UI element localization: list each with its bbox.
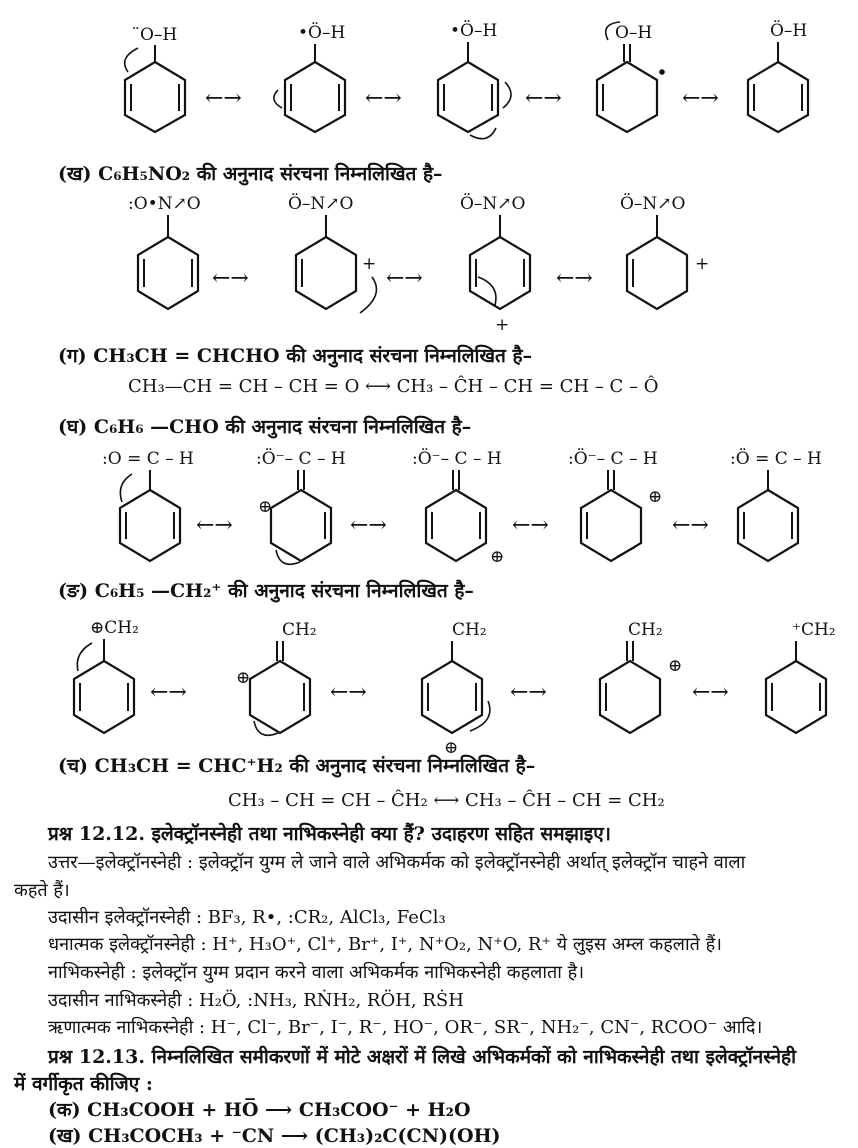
benzyl-label-2: CH₂ bbox=[282, 620, 317, 640]
svg-text:⊕: ⊕ bbox=[668, 656, 683, 676]
resonance-arrow: ←→ bbox=[365, 86, 402, 111]
resonance-arrow: ←→ bbox=[212, 266, 249, 291]
aldehyde-structure-4 bbox=[568, 448, 662, 561]
section-kha-header: (ख) C₆H₅NO₂ की अनुनाद संरचना निम्नलिखित है– bbox=[58, 163, 443, 185]
neutral-electrophiles: उदासीन इलेक्ट्रॉनस्नेही : BF₃, R•, :CR₂, AlCl₃, FeCl₃ bbox=[48, 907, 446, 928]
phenol-structure-2 bbox=[274, 22, 345, 132]
answer-12-12-line1: उत्तर—इलेक्ट्रॉनस्नेही : इलेक्ट्रॉन युग्म ले जाने वाले अभिकर्मक को इलेक्ट्रॉनस्नेही अर्थात् इलेक्ट्रॉन चाहने वाला bbox=[48, 852, 746, 873]
resonance-arrow: ←→ bbox=[692, 680, 729, 705]
benzyl-structure-3 bbox=[422, 620, 490, 758]
phenol-structure-4 bbox=[597, 22, 665, 132]
svg-text:⊕: ⊕ bbox=[236, 668, 251, 688]
nitro-label-4: Ö–N↗O bbox=[620, 194, 686, 214]
section-nga-header: (ङ) C₆H₅ —CH₂⁺ की अनुनाद संरचना निम्नलिखित है– bbox=[58, 580, 474, 602]
question-12-13-part-kha: (ख) CH₃COCH₃ + ⁻CN ⟶ (CH₃)₂C(CN)(OH) bbox=[48, 1125, 501, 1147]
phenol-structure-3 bbox=[438, 20, 511, 139]
negative-nucleophiles: ऋणात्मक नाभिकस्नेही : H⁻, Cl⁻, Br⁻, I⁻, R⁻, HO⁻, OR⁻, SR⁻, NH₂⁻, CN⁻, RCOO⁻ आदि। bbox=[48, 1017, 763, 1038]
benzyl-label-3: CH₂ bbox=[452, 620, 487, 640]
resonance-arrow: ←→ bbox=[672, 513, 709, 538]
aldehyde-structure-1 bbox=[102, 449, 194, 561]
phenol-label-5: Ö–H bbox=[770, 21, 808, 41]
phenol-label-1: ̈O–H bbox=[140, 25, 178, 45]
resonance-arrow: ←→ bbox=[682, 86, 719, 111]
nitro-structure-3 bbox=[460, 193, 530, 335]
svg-text:⊕: ⊕ bbox=[490, 547, 505, 567]
nucleophile-definition: नाभिकस्नेही : इलेक्ट्रॉन युग्म प्रदान करने वाला अभिकर्मक नाभिकस्नेही कहलाता है। bbox=[48, 962, 585, 983]
phenol-structure-5 bbox=[748, 20, 808, 132]
resonance-arrow: ←→ bbox=[386, 266, 423, 291]
resonance-arrow: ←→ bbox=[196, 513, 233, 538]
question-12-13-line2: में वर्गीकृत कीजिए : bbox=[14, 1073, 153, 1095]
question-12-13-line1: प्रश्न 12.13. निम्नलिखित समीकरणों में मोटे अक्षरों में लिखे अभिकर्मकों को नाभिकस्नेही तथा इलेक्ट्रॉनस्नेही bbox=[48, 1046, 797, 1068]
phenol-label-2: •Ö–H bbox=[298, 23, 346, 43]
resonance-arrow: ←→ bbox=[556, 266, 593, 291]
nitro-structure-4 bbox=[620, 193, 709, 309]
answer-12-12-line2: कहते हैं। bbox=[14, 880, 70, 901]
question-12-13-part-ka: (क) CH₃COOH + HO̅ ⟶ CH₃COO⁻ + H₂O bbox=[48, 1099, 471, 1121]
benzyl-structure-4 bbox=[600, 620, 682, 733]
benzyl-label-4: CH₂ bbox=[628, 620, 663, 640]
svg-text:+: + bbox=[362, 254, 377, 274]
positive-electrophiles: धनात्मक इलेक्ट्रॉनस्नेही : H⁺, H₃O⁺, Cl⁺, Br⁺, I⁺, N⁺O₂, N⁺O, R⁺ ये लुइस अम्ल कहलाते हैं। bbox=[48, 934, 722, 955]
aldehyde-structure-2 bbox=[256, 448, 346, 564]
phenol-structure-1 bbox=[125, 25, 185, 132]
neutral-nucleophiles: उदासीन नाभिकस्नेही : H₂Ö, :NH₃, RṄH₂, RÖH, RṠH bbox=[48, 990, 464, 1011]
nitro-structure-1 bbox=[128, 194, 201, 309]
benzyl-structure-1 bbox=[74, 618, 139, 733]
section-gha-header: (घ) C₆H₆ —CHO की अनुनाद संरचना निम्नलिखित है– bbox=[58, 416, 472, 438]
phenol-resonance-figure bbox=[0, 0, 858, 150]
resonance-arrow: ←→ bbox=[150, 680, 187, 705]
section-cha-header: (च) CH₃CH = CHC⁺H₂ की अनुनाद संरचना निम्नलिखित है– bbox=[58, 755, 536, 777]
resonance-arrow: ←→ bbox=[330, 680, 367, 705]
aldehyde-label-1: :O = C – H bbox=[102, 449, 194, 469]
resonance-arrow: ←→ bbox=[205, 86, 242, 111]
resonance-arrow: ←→ bbox=[350, 513, 387, 538]
svg-text:+: + bbox=[695, 254, 710, 274]
benzyl-structure-2 bbox=[236, 620, 317, 735]
nitro-label-2: Ö–N↗O bbox=[288, 194, 354, 214]
aldehyde-label-3: :Ö⁻– C – H bbox=[412, 449, 502, 469]
benzyl-label-5: ⁺CH₂ bbox=[792, 620, 836, 640]
section-ga-equation: CH₃—CH = CH – CH = O ⟷ CH₃ – ĈH – CH = CH – C – Ô bbox=[128, 376, 659, 397]
benzyl-label-1: ⊕CH₂ bbox=[90, 618, 139, 638]
question-12-12: प्रश्न 12.12. इलेक्ट्रॉनस्नेही तथा नाभिकस्नेही क्या हैं? उदाहरण सहित समझाइए। bbox=[48, 823, 611, 845]
nitro-structure-2 bbox=[288, 193, 376, 313]
phenol-label-3: •Ö–H bbox=[450, 21, 498, 41]
aldehyde-label-2: :Ö⁻– C – H bbox=[256, 449, 346, 469]
nitro-label-3: Ö–N↗O bbox=[460, 194, 526, 214]
svg-text:⊕: ⊕ bbox=[648, 487, 663, 507]
nitro-label-1: :O•N↗O bbox=[128, 194, 201, 214]
resonance-arrow: ←→ bbox=[512, 513, 549, 538]
aldehyde-label-5: :Ö = C – H bbox=[730, 449, 822, 469]
resonance-arrow: ←→ bbox=[525, 86, 562, 111]
section-cha-equation: CH₃ – CH = CH – ĈH₂ ⟷ CH₃ – ĈH – CH = CH₂ bbox=[228, 790, 665, 811]
benzaldehyde-resonance-figure bbox=[0, 440, 858, 580]
aldehyde-structure-3 bbox=[412, 448, 504, 567]
svg-text:+: + bbox=[495, 315, 510, 335]
svg-text:⊕: ⊕ bbox=[258, 497, 273, 517]
phenol-label-4: O–H bbox=[615, 23, 653, 43]
section-ga-header: (ग) CH₃CH = CHCHO की अनुनाद संरचना निम्नलिखित है– bbox=[58, 345, 533, 367]
svg-text:⊕: ⊕ bbox=[444, 738, 459, 758]
aldehyde-structure-5 bbox=[730, 448, 822, 561]
aldehyde-label-4: :Ö⁻– C – H bbox=[568, 449, 658, 469]
resonance-arrow: ←→ bbox=[510, 680, 547, 705]
benzyl-resonance-figure bbox=[0, 605, 858, 758]
nitrobenzene-resonance-figure bbox=[0, 185, 858, 340]
benzyl-structure-5 bbox=[766, 620, 836, 733]
